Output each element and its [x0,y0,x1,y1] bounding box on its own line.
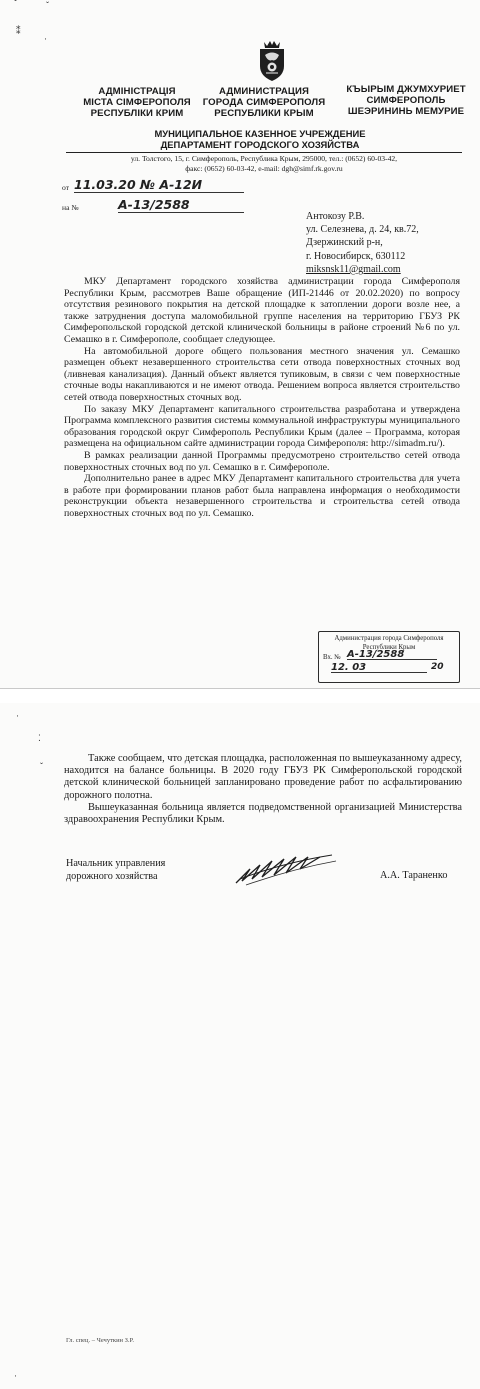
recipient-district: Дзержинский р-н, [306,237,383,249]
signatory-name: А.А. Тараненко [380,870,448,881]
letter-body-page1 [64,276,460,519]
date-label: от [62,183,70,192]
header-ukrainian [74,86,200,119]
body-paragraph: На автомобильной дороге общего пользования местного значения ул. Семашко размещен объект незавершенного строительства сети отвода поверхностных сточных вод (ливневая канализация). Данный объект является тупиковым, в связи с чем поверхностные сточные воды накапливаются и не имеют отвода. Решением вопроса является строительство сетей отвода поверхностных сточных вод. [64,345,460,403]
signatory-title-line: дорожного хозяйства [66,870,158,882]
scan-mark: · [16,711,19,721]
recipient-name: Антокозу Р.В. [306,211,365,222]
stamp-number-label: Вх. № [323,654,341,661]
scan-mark: · [14,1371,17,1381]
letter-page-1 [0,0,480,688]
body-paragraph: По заказу МКУ Департамент капитального строительства разработана и утверждена Программа комплексного развития системы коммунальной инфраструктуры муниципального образования городской округ Симферополь Республики Крым (далее – Программа, которая размещена на официальном сайте администрации города Симферополя: http://simadm.ru/). [64,403,460,450]
scan-mark: ˇ [14,0,17,8]
ref-label: на № [62,203,79,212]
reference-number: А-13/2588 [118,197,244,213]
organization-fax-email: факс: (0652) 60-03-42, e-mail: dgh@simf.rk.gov.ru [185,164,343,173]
scan-mark: ⁚ [38,733,41,743]
scan-mark: ⁑ [16,26,21,36]
outgoing-number: 11.03.20 № А-12И [74,177,244,193]
registration-block [62,177,252,221]
organization-address: ул. Толстого, 15, г. Симферополь, Республика Крым, 295000, тел.: (0652) 60-03-42, [130,154,398,163]
recipient-email: miksnsk11@gmail.com [306,263,401,275]
scan-mark: ˇ [46,0,49,10]
signatory-title [66,858,226,883]
stamp-number: А-13/2588 [347,650,437,660]
signatory-title-line: Начальник управления [66,858,166,869]
recipient-address [306,210,476,276]
body-paragraph: Дополнительно ранее в адрес МКУ Департамент капитального строительства для учета в работе при формировании планов работ была направлена информация о необходимости реконструкции объекта незавершенного строительства и строительства сетей отвода поверхностных сточных вод по ул. Семашко. [64,473,460,519]
body-paragraph: Вышеуказанная больница является подведомственной организацией Министерства здравоохранения Республики Крым. [64,801,462,826]
header-line: АДМИНИСТРАЦИЯ [219,86,309,97]
scan-mark: ˇ [40,761,43,771]
header-line: ГОРОДА СИМФЕРОПОЛЯ [202,97,326,108]
organization-line: МУНИЦИПАЛЬНОЕ КАЗЕННОЕ УЧРЕЖДЕНИЕ [154,128,366,139]
organization-line: ДЕПАРТАМЕНТ ГОРОДСКОГО ХОЗЯЙСТВА [160,139,360,150]
recipient-city: г. Новосибирск, 630112 [306,250,406,262]
header-line: АДМІНІСТРАЦІЯ [98,86,176,97]
stamp-line: Республики Крым [362,644,416,651]
body-paragraph: В рамках реализации данной Программы предусмотрено строительство сетей отвода поверхностных сточных вод по ул. Семашко в г. Симферополе. [64,449,460,473]
body-paragraph: МКУ Департамент городского хозяйства администрации города Симферополя Республики Крым, рассмотрев Ваше обращение (ИП-21446 от 20.02.2020) по вопросу отсутствия резинового покрытия на детской площадке к затоплении дороги возле нее, а также затруднения доступа маломобильной группе населения на территорию ГБУЗ РК Симферопольской городской детской клинической больницы в районе строений №6 по ул. Семашко в г. Симферополе, сообщает следующее. [64,276,460,345]
coat-of-arms-emblem-icon [256,38,288,82]
header-russian [200,86,328,119]
incoming-stamp [318,631,460,683]
body-paragraph: Также сообщаем, что детская площадка, расположенная по вышеуказанному адресу, находится на балансе больницы. В 2020 году ГБУЗ РК Симферопольской городской детской клинической больницей запланировано проведение работ по асфальтированию дорожного полотна. [64,753,462,801]
stamp-year: 20 [431,662,444,672]
header-line: ШЕЭРИНИНЬ МЕМУРИЕ [347,106,465,117]
header-line: КЪЫРЫМ ДЖУМХУРИЕТ [346,84,466,95]
header-line: РЕСПУБЛИКИ КРЫМ [214,108,314,119]
header-line: МІСТА СІМФЕРОПОЛЯ [83,97,191,108]
organization-name [70,128,450,150]
executor-note: Гл. спец. – Чечуткин З.Р. [66,1337,134,1344]
recipient-street: ул. Селезнева, д. 24, кв.72, [306,224,419,236]
stamp-date: 12. 03 [331,663,427,673]
header-line: СИМФЕРОПОЛЬ [366,95,446,106]
scan-mark: · [44,34,47,44]
letter-body-page2 [64,753,462,826]
header-crimean-tatar [338,84,474,117]
organization-contacts [66,152,462,174]
handwritten-signature [232,849,342,889]
header-line: РЕСПУБЛІКИ КРИМ [90,108,184,119]
letter-page-2 [0,703,480,1389]
stamp-line: Администрация города Симферополя [334,635,444,642]
